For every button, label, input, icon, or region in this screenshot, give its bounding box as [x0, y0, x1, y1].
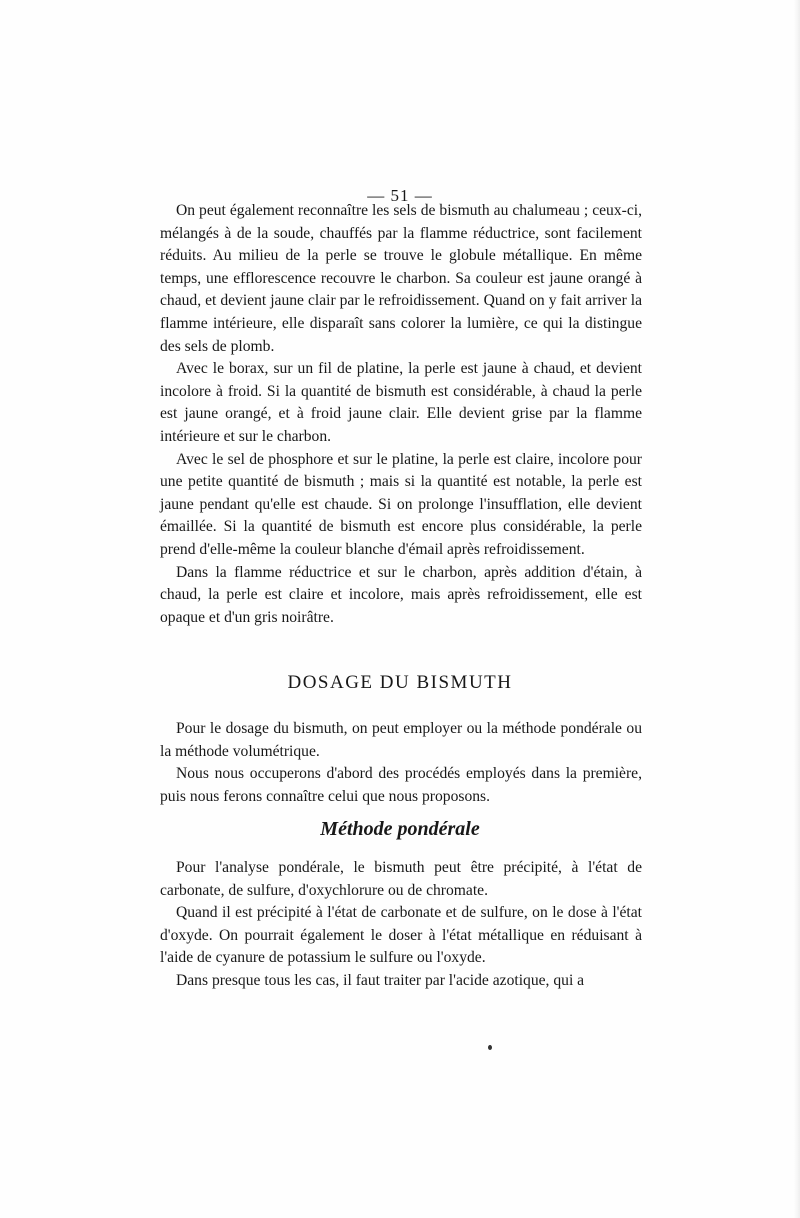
section-heading-dosage: DOSAGE DU BISMUTH	[287, 672, 513, 693]
page-edge-shadow	[794, 0, 800, 1218]
paragraph: Nous nous occuperons d'abord des procédés employés dans la première, puis nous ferons connaître celui que nous proposons.	[160, 765, 642, 805]
paragraph: Dans presque tous les cas, il faut traiter par l'acide azotique, qui a	[176, 971, 585, 989]
paragraph: On peut également reconnaître les sels de bismuth au chalumeau ; ceux-ci, mélangés à de la soude, chauffés par la flamme réductrice, sont facilement réduits. Au milieu de la perle se trouve le globule métallique. En même temps, une efflorescence recouvre le charbon. Sa couleur est jaune orangé à chaud, et devient jaune clair par le refroidissement. Quand on y fait arriver la flamme intérieure, elle disparaît sans colorer la lumière, ce qui la distingue des sels de plomb.	[160, 202, 642, 355]
section-chalumeau	[160, 200, 642, 629]
paragraph: Pour le dosage du bismuth, on peut employer ou la méthode pondérale ou la méthode volumétrique.	[160, 720, 642, 760]
paragraph: Avec le sel de phosphore et sur le platine, la perle est claire, incolore pour une petite quantité de bismuth ; mais si la quantité est notable, la perle est jaune pendant qu'elle est chaude. Si on prolonge l'insufflation, elle devient émaillée. Si la quantité de bismuth est encore plus considérable, la perle prend d'elle-même la couleur blanche d'émail après refroidissement.	[160, 450, 642, 558]
paragraph: Pour l'analyse pondérale, le bismuth peut être précipité, à l'état de carbonate, de sulfure, d'oxychlorure ou de chromate.	[160, 859, 642, 899]
subsection-heading-methode: Méthode pondérale	[320, 818, 480, 840]
section-dosage	[160, 718, 642, 808]
paragraph: Quand il est précipité à l'état de carbonate et de sulfure, on le dose à l'état d'oxyde. On pourrait également le doser à l'état métallique en réduisant à l'aide de cyanure de potassium le sulfure ou l'oxyde.	[160, 904, 642, 967]
paragraph: Dans la flamme réductrice et sur le charbon, après addition d'étain, à chaud, la perle est claire et incolore, mais après refroidissement, elle est opaque et d'un gris noirâtre.	[160, 563, 642, 626]
section-methode-ponderale	[160, 857, 642, 993]
paragraph: Avec le borax, sur un fil de platine, la perle est jaune à chaud, et devient incolore à froid. Si la quantité de bismuth est considérable, à chaud la perle est jaune orangé, et à froid jaune clair. Elle devient grise par la flamme intérieure et sur le charbon.	[160, 360, 642, 445]
ink-dot-mark	[488, 1045, 492, 1050]
page-number: — 51 —	[367, 186, 433, 205]
